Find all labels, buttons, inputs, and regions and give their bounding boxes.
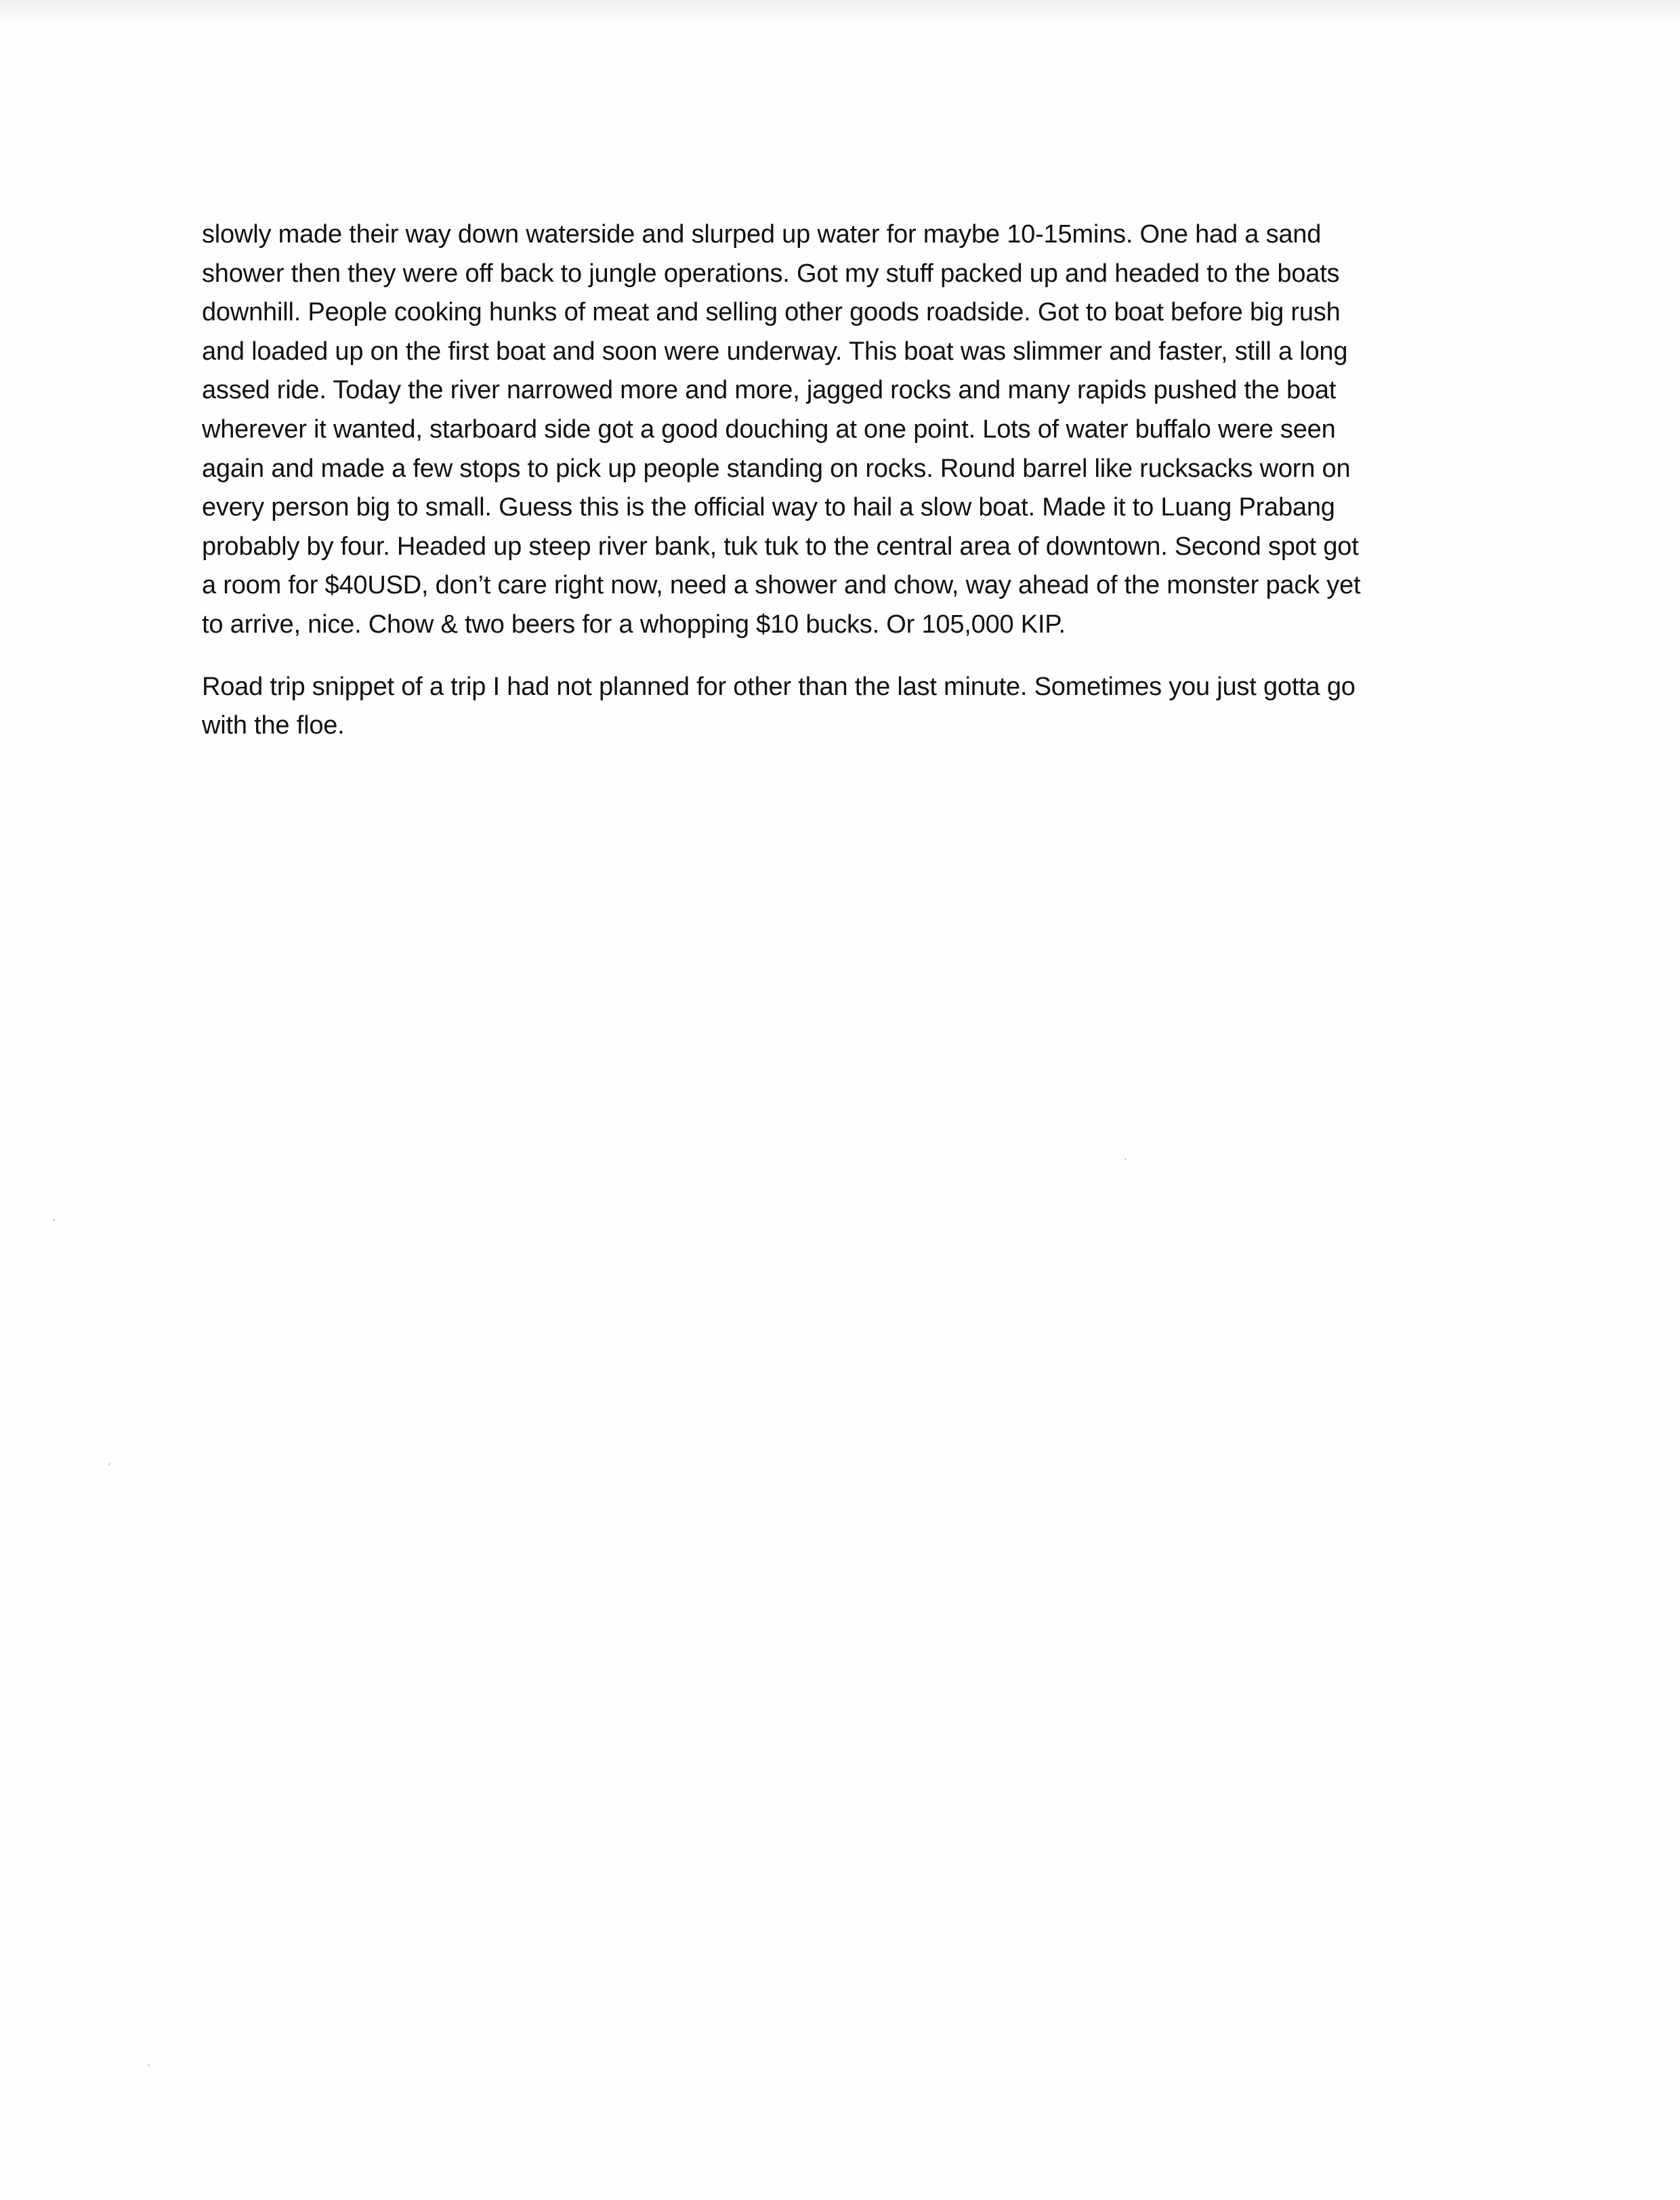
scan-speck xyxy=(53,1219,55,1221)
document-body xyxy=(202,215,1489,769)
scan-edge-shadow xyxy=(0,0,1680,27)
scan-speck xyxy=(108,1463,110,1465)
paragraph-closing-note: Road trip snippet of a trip I had not planned for other than the last minute. Sometimes you just gotta go with the floe. xyxy=(202,672,1356,740)
scan-speck xyxy=(148,2065,150,2067)
paragraph-river-journey: slowly made their way down waterside and slurped up water for maybe 10-15mins. One had a sand shower then they were off back to jungle operations. Got my stuff packed up and headed to the boats downhill. People cooking hunks of meat and selling other goods roadside. Got to boat before big rush and loaded up on the first boat and soon were underway. This boat was slimmer and faster, still a long assed ride. Today the river narrowed more and more, jagged rocks and many rapids pushed the boat wherever it wanted, starboard side got a good douching at one point. Lots of water buffalo were seen again and made a few stops to pick up people standing on rocks. Round barrel like rucksacks worn on every person big to small. Guess this is the official way to hail a slow boat. Made it to Luang Prabang probably by four. Headed up steep river bank, tuk tuk to the central area of downtown. Second spot got a room for $40USD, don’t care right now, need a shower and chow, way ahead of the monster pack yet to arrive, nice. Chow & two beers for a whopping $10 bucks. Or 105,000 KIP. xyxy=(202,220,1361,639)
scan-speck xyxy=(1125,1158,1127,1160)
